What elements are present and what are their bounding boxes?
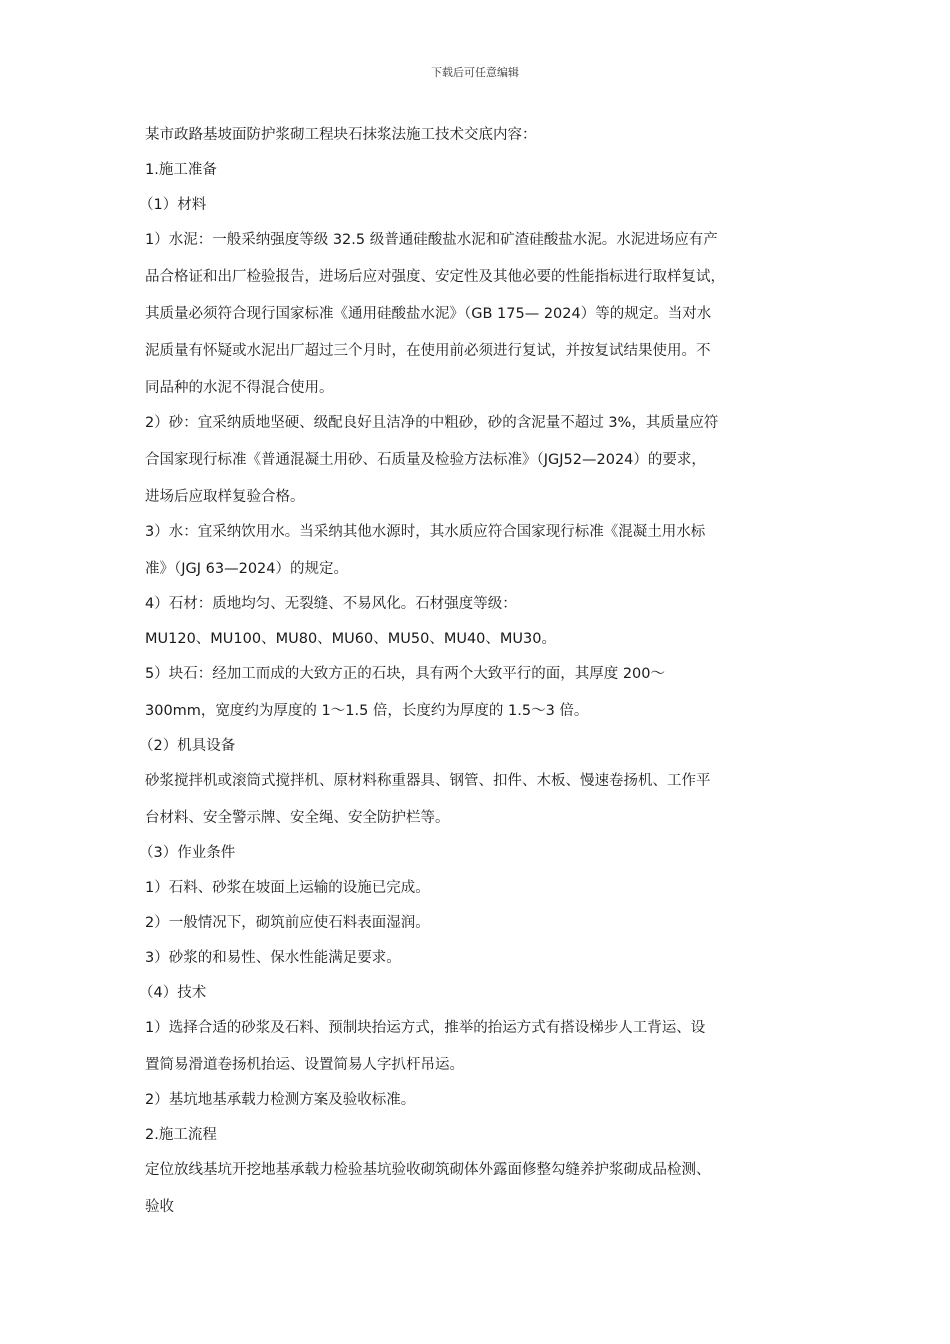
text-line: 1.施工准备 [145,162,217,178]
paragraph [139,736,810,756]
text-line: 验收 [145,1199,174,1215]
page-header: 下载后可任意编辑 [431,66,519,79]
paragraph [145,629,810,649]
text-line: 4）石材：质地均匀、无裂缝、不易风化。石材强度等级： [145,596,517,612]
text-line: 台材料、安全警示牌、安全绳、安全防护栏等。 [145,810,450,826]
paragraph [145,664,810,721]
text-line: 1）石料、砂浆在坡面上运输的设施已完成。 [145,880,430,896]
text-line: （4）技术 [139,985,207,1001]
text-line: 砂浆搅拌机或滚筒式搅拌机、原材料称重器具、钢管、扣件、木板、慢速卷扬机、工作平 [145,773,711,789]
paragraph [145,771,810,828]
text-line: 2.施工流程 [145,1127,217,1143]
paragraph [145,413,810,507]
text-line: 品合格证和出厂检验报告，进场后应对强度、安定性及其他必要的性能指标进行取样复试， [145,269,725,285]
text-line: 5）块石：经加工而成的大致方正的石块，具有两个大致平行的面，其厚度 200～ [145,666,666,682]
paragraph [145,1090,810,1110]
text-line: 3）水：宜采纳饮用水。当采纳其他水源时，其水质应符合国家现行标准《混凝土用水标 [145,524,706,540]
paragraph [145,948,810,968]
text-line: 1）水泥：一般采纳强度等级 32.5 级普通硅酸盐水泥和矿渣硅酸盐水泥。水泥进场应有产 [145,232,718,248]
text-line: 合国家现行标准《普通混凝土用砂、石质量及检验方法标准》（JGJ52—2024）的要求， [145,452,706,468]
text-line: 300mm，宽度约为厚度的 1～1.5 倍，长度约为厚度的 1.5～3 倍。 [145,703,589,719]
paragraph [139,983,810,1003]
text-line: （1）材料 [139,197,207,213]
paragraph [145,913,810,933]
text-line: 2）砂：宜采纳质地坚硬、级配良好且洁净的中粗砂，砂的含泥量不超过 3%，其质量应符 [145,415,719,431]
paragraph [145,230,810,398]
text-line: 1）选择合适的砂浆及石料、预制块抬运方式，推举的抬运方式有搭设梯步人工背运、设 [145,1020,706,1036]
text-line: MU120、MU100、MU80、MU60、MU50、MU40、MU30。 [145,631,556,647]
text-line: 准》（JGJ 63—2024）的规定。 [145,561,348,577]
text-line: 其质量必须符合现行国家标准《通用硅酸盐水泥》（GB 175— 2024）等的规定。当对水 [145,306,712,322]
paragraph [139,195,810,215]
text-line: 进场后应取样复验合格。 [145,489,305,505]
paragraph [145,125,810,145]
paragraph [139,843,810,863]
text-line: （2）机具设备 [139,738,236,754]
text-line: 2）一般情况下，砌筑前应使石料表面湿润。 [145,915,430,931]
text-line: 定位放线基坑开挖地基承载力检验基坑验收砌筑砌体外露面修整勾缝养护浆砌成品检测、 [145,1162,711,1178]
text-line: 2）基坑地基承载力检测方案及验收标准。 [145,1092,416,1108]
paragraph [145,1160,810,1217]
text-line: （3）作业条件 [139,845,236,861]
text-line: 同品种的水泥不得混合使用。 [145,380,334,396]
text-line: 泥质量有怀疑或水泥出厂超过三个月时，在使用前必须进行复试，并按复试结果使用。不 [145,343,711,359]
document-body [139,125,810,1232]
text-line: 某市政路基坡面防护浆砌工程块石抹浆法施工技术交底内容： [145,127,537,143]
text-line: 3）砂浆的和易性、保水性能满足要求。 [145,950,401,966]
paragraph [145,1125,810,1145]
text-line: 置简易滑道卷扬机抬运、设置简易人字扒杆吊运。 [145,1057,464,1073]
paragraph [145,1018,810,1075]
paragraph [145,594,810,614]
paragraph [145,878,810,898]
paragraph [145,160,810,180]
paragraph [145,522,810,579]
